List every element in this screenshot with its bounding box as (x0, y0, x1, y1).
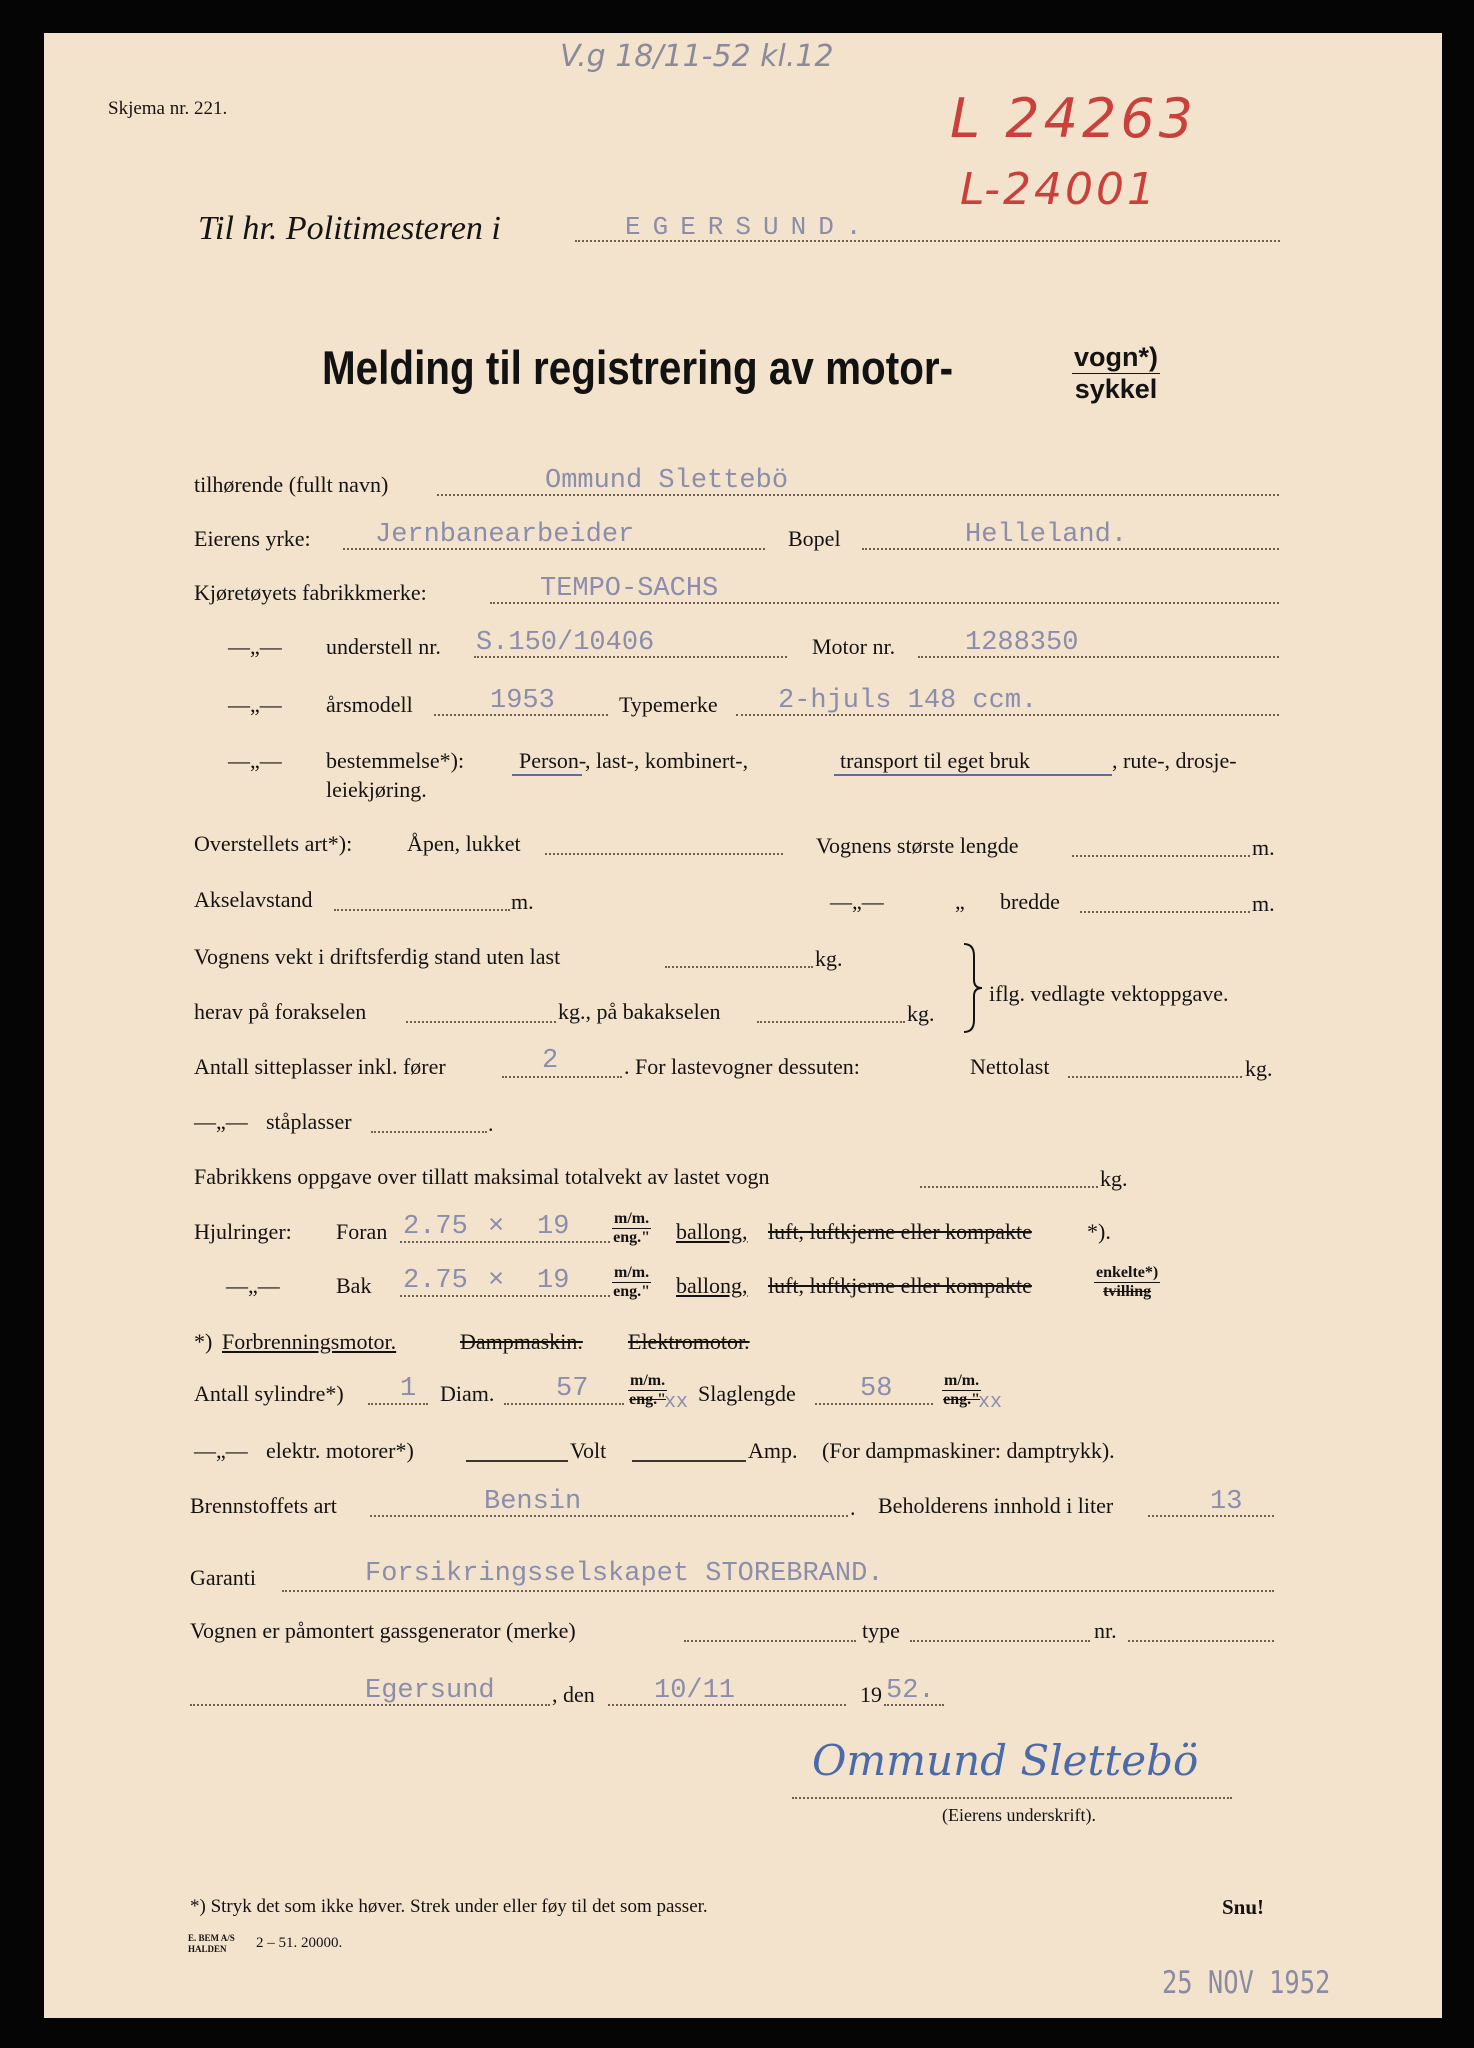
purpose-label: bestemmelse*): (326, 748, 465, 773)
front-tire-end: *). (1087, 1219, 1111, 1244)
diameter-label: Diam. (440, 1381, 495, 1406)
motor-value: 1288350 (965, 628, 1079, 658)
unit-mm: m/m. (942, 1372, 981, 1391)
payload-label: Nettolast (970, 1054, 1050, 1079)
front-tire-unit (612, 1210, 651, 1248)
guarantee-label: Garanti (190, 1565, 256, 1590)
front-tire-rim: 19 (537, 1212, 570, 1242)
chassis-value: S.150/10406 (476, 628, 655, 658)
diameter-unit (628, 1372, 667, 1410)
max-weight-label: Fabrikkens oppgave over tillatt maksimal totalvekt av lastet vogn (194, 1164, 770, 1189)
unit-eng: eng." (613, 1229, 650, 1247)
addressee-value: EGERSUND. (625, 212, 874, 242)
ditto-mark: —„— (194, 1109, 248, 1134)
cylinders-value: 1 (400, 1374, 417, 1404)
tank-value: 13 (1210, 1487, 1243, 1517)
registration-number-primary: L 24263 (950, 87, 1198, 150)
purpose-transport-underline (834, 774, 1112, 776)
engine-combustion: Forbrenningsmotor. (222, 1329, 397, 1354)
amp-label: Amp. (748, 1438, 798, 1463)
volt-label: Volt (570, 1438, 607, 1463)
front-axle-line (406, 1021, 556, 1023)
diameter-value: 57 (556, 1374, 589, 1404)
print-info: 2 – 51. 20000. (256, 1935, 343, 1951)
width-ditto: „ (955, 889, 965, 914)
received-stamp: 25 NOV 1952 (1162, 1965, 1331, 2001)
guarantee-value: Forsikringsselskapet STOREBRAND. (365, 1559, 884, 1589)
fuel-end: . (850, 1495, 856, 1520)
unit-eng: eng." (943, 1391, 980, 1409)
occupation-label: Eierens yrke: (194, 526, 311, 551)
gas-number-line (1128, 1640, 1274, 1642)
width-label: bredde (1000, 889, 1060, 914)
purpose-options-rest: , rute-, drosje- (1112, 748, 1237, 773)
max-weight-unit: kg. (1100, 1166, 1128, 1191)
width-line (1080, 911, 1250, 913)
rear-tire-mounting (1094, 1264, 1160, 1302)
chassis-label: understell nr. (326, 634, 441, 659)
form-title: Melding til registrering av motor- (322, 341, 954, 394)
fuel-line (370, 1515, 848, 1517)
body-value: Åpen, lukket (407, 831, 521, 856)
body-label: Overstellets art*): (194, 831, 353, 856)
date-label: , den (552, 1682, 595, 1707)
steam-pressure-note: (For dampmaskiner: damptrykk). (822, 1438, 1115, 1463)
rear-tire-balloon: ballong, (676, 1273, 748, 1298)
rear-axle-unit: kg. (907, 1001, 935, 1026)
front-tires-label: Foran (336, 1219, 388, 1244)
ditto-mark: —„— (228, 748, 282, 773)
mounting-twin: tvilling (1103, 1283, 1152, 1301)
rear-axle-line (757, 1021, 905, 1023)
front-tire-balloon: ballong, (676, 1219, 748, 1244)
signature-caption: (Eierens underskrift). (942, 1805, 1096, 1825)
fuel-label: Brennstoffets art (190, 1493, 337, 1518)
purpose-person-underline (512, 774, 582, 776)
owner-label: tilhørende (fullt navn) (194, 472, 389, 497)
title-vehicle-type (1072, 342, 1160, 405)
motor-label: Motor nr. (812, 634, 896, 659)
owner-value: Ommund Slettebö (545, 466, 789, 496)
stroke-label: Slaglengde (698, 1381, 796, 1406)
wheels-label: Hjulringer: (194, 1219, 292, 1244)
top-handwritten-note: V.g 18/11-52 kl.12 (560, 39, 834, 74)
rear-tire-unit (612, 1264, 651, 1302)
gas-generator-label: Vognen er påmontert gassgenerator (merke) (190, 1618, 576, 1643)
gas-number-label: nr. (1094, 1618, 1117, 1643)
guarantee-line (282, 1590, 1274, 1592)
diameter-xx: xx (664, 1391, 689, 1414)
standing-label: ståplasser (266, 1109, 352, 1134)
payload-line (1068, 1076, 1242, 1078)
front-tire-types: luft, luftkjerne eller kompakte (768, 1219, 1032, 1244)
owner-signature: Ommund Slettebö (812, 1736, 1199, 1785)
engine-footnote-mark: *) (194, 1329, 213, 1354)
title-option-cycle: sykkel (1074, 374, 1158, 405)
ditto-mark: —„— (228, 692, 282, 717)
stroke-xx: xx (978, 1391, 1003, 1414)
year-label: årsmodell (326, 692, 413, 717)
axle-label: Akselavstand (194, 887, 313, 912)
gas-generator-line (684, 1640, 856, 1642)
cylinders-line (368, 1403, 428, 1405)
ditto-mark: —„— (830, 889, 884, 914)
printer-city: HALDEN (188, 1944, 227, 1954)
printer-name: E. BEM A/S (188, 1933, 235, 1943)
signature-line (792, 1797, 1232, 1799)
ditto-mark: —„— (228, 634, 282, 659)
seats-value: 2 (542, 1046, 559, 1076)
unit-mm: m/m. (612, 1264, 651, 1283)
type-value: 2-hjuls 148 ccm. (778, 686, 1038, 716)
max-weight-line (920, 1186, 1098, 1188)
seats-line (502, 1076, 622, 1078)
standing-end: . (488, 1111, 494, 1136)
front-axle-label: herav på forakselen (194, 999, 367, 1024)
stroke-value: 58 (860, 1374, 893, 1404)
rear-axle-label: kg., på bakakselen (558, 999, 721, 1024)
ditto-mark: —„— (194, 1438, 248, 1463)
engine-electric: Elektromotor. (628, 1329, 750, 1354)
make-value: TEMPO-SACHS (540, 574, 719, 604)
length-label: Vognens største lengde (816, 833, 1019, 858)
purpose-transport: transport til eget bruk (840, 748, 1031, 773)
unit-mm: m/m. (628, 1372, 667, 1391)
electric-label: elektr. motorer*) (266, 1438, 414, 1463)
schema-number: Skjema nr. 221. (108, 98, 228, 119)
place-value: Egersund (365, 1676, 495, 1706)
residence-value: Helleland. (965, 520, 1128, 550)
form-sheet (44, 33, 1442, 2018)
axle-line (334, 909, 510, 911)
length-line (1072, 855, 1250, 857)
front-tire-width: 2.75 (403, 1212, 468, 1242)
weight-note: iflg. vedlagte vektoppgave. (989, 981, 1229, 1006)
stroke-unit (942, 1372, 981, 1410)
unit-mm: m/m. (612, 1210, 651, 1229)
engine-steam: Dampmaskin. (460, 1329, 583, 1354)
purpose-line-2: leiekjøring. (326, 777, 427, 802)
mounting-single: enkelte*) (1094, 1264, 1160, 1283)
addressee-label: Til hr. Politimesteren i (198, 210, 501, 247)
rear-tire-rim: 19 (537, 1266, 570, 1296)
year-value: 1953 (490, 686, 555, 716)
electric-line (466, 1460, 568, 1462)
gas-type-line (910, 1640, 1090, 1642)
year-suffix: 52. (886, 1676, 935, 1706)
trucks-label: . For lastevogner dessuten: (624, 1054, 860, 1079)
body-line (545, 853, 783, 855)
purpose-person: Person- (519, 748, 587, 773)
occupation-value: Jernbanearbeider (375, 520, 635, 550)
gas-type-label: type (862, 1618, 900, 1643)
title-option-car: vogn*) (1072, 342, 1160, 374)
weight-label: Vognens vekt i driftsferdig stand uten last (194, 944, 561, 969)
payload-unit: kg. (1245, 1056, 1273, 1081)
rear-tire-width: 2.75 (403, 1266, 468, 1296)
tank-label: Beholderens innhold i liter (878, 1493, 1114, 1518)
fuel-value: Bensin (484, 1487, 582, 1517)
weight-line (665, 966, 813, 968)
standing-line (371, 1131, 487, 1133)
type-label: Typemerke (619, 692, 718, 717)
year-prefix: 19 (860, 1682, 882, 1707)
axle-unit: m. (511, 889, 534, 914)
unit-eng: eng." (613, 1283, 650, 1301)
registration-number-secondary: L-24001 (960, 164, 1158, 215)
cylinders-label: Antall sylindre*) (194, 1381, 344, 1406)
residence-label: Bopel (788, 526, 841, 551)
make-label: Kjøretøyets fabrikkmerke: (194, 580, 427, 605)
seats-label: Antall sitteplasser inkl. fører (194, 1054, 446, 1079)
unit-eng: eng." (629, 1391, 666, 1409)
weight-unit: kg. (815, 946, 843, 971)
rear-tire-types: luft, luftkjerne eller kompakte (768, 1273, 1032, 1298)
length-unit: m. (1252, 835, 1275, 860)
date-value: 10/11 (654, 1676, 736, 1706)
rear-tires-label: Bak (336, 1273, 372, 1298)
footer-note: *) Stryk det som ikke høver. Strek under eller føy til det som passer. (190, 1896, 708, 1917)
weight-brace (960, 942, 984, 1034)
ditto-mark: —„— (226, 1273, 280, 1298)
front-tire-times: × (488, 1212, 505, 1242)
width-unit: m. (1252, 891, 1275, 916)
turn-page: Snu! (1222, 1895, 1265, 1919)
rear-tire-times: × (488, 1266, 505, 1296)
volt-line (632, 1460, 746, 1462)
purpose-options: , last-, kombinert-, (585, 748, 749, 773)
